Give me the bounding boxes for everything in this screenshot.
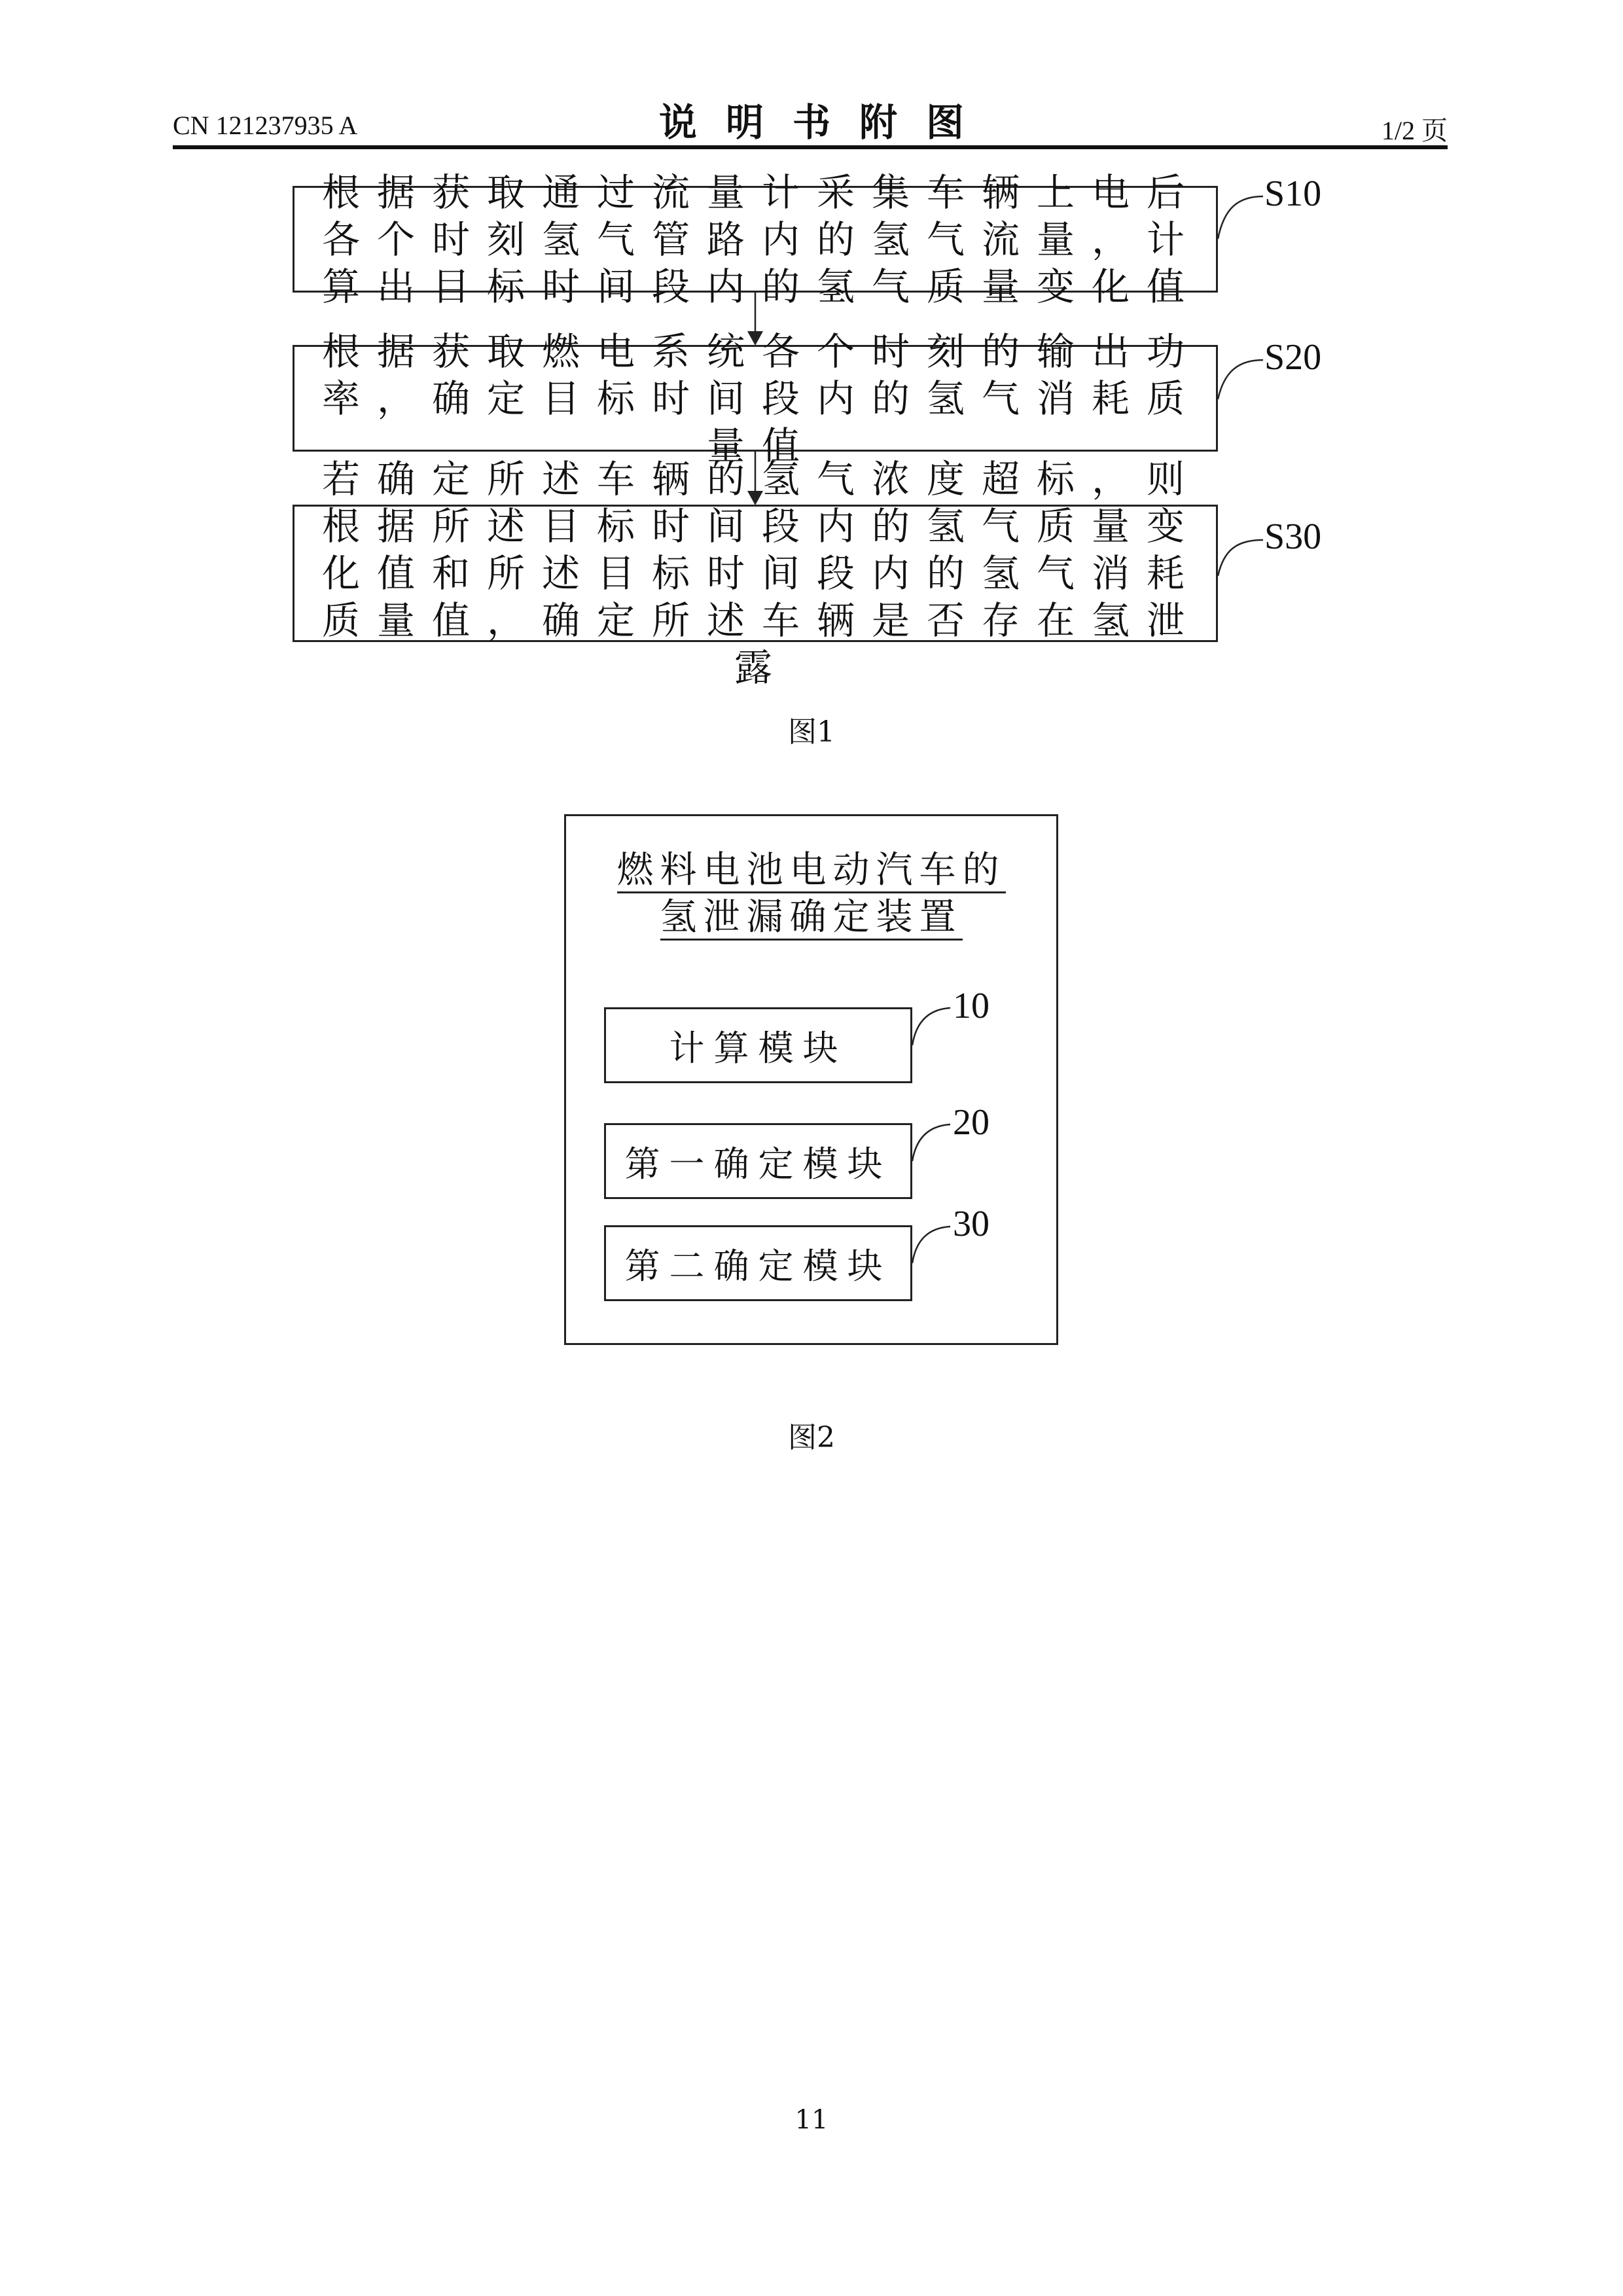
device-title-line: 燃料电池电动汽车的 [617,849,1006,893]
step-text: 根据获取燃电系统各个时刻的输出功率，确定目标时间段内的氢气消耗质量值 [308,328,1216,469]
module-box [604,1007,912,1083]
step-label: S10 [1264,173,1321,215]
leader-s10 [1218,196,1263,239]
module-label: 10 [953,985,990,1027]
module-text: 第二确定模块 [625,1238,892,1289]
step-text: 根据获取通过流量计采集车辆上电后各个时刻氢气管路内的氢气流量，计算出目标时间段内的氢气质量变化值 [308,169,1216,310]
leader-s20 [1218,360,1263,399]
figure-caption: 图2 [0,1414,1623,1456]
leader-s30 [1218,540,1263,576]
step-label: S30 [1264,516,1321,558]
step-text: 若确定所述车辆的氢气浓度超标，则根据所述目标时间段内的氢气质量变化值和所述目标时间段内的氢气消耗质量值，确定所述车辆是否存在氢泄露 [308,456,1216,691]
device-title [564,847,1058,894]
page-number: 11 [0,2105,1623,2135]
step-box-s20 [293,345,1218,452]
device-title-line: 氢泄漏确定装置 [660,896,963,941]
step-label: S20 [1264,336,1321,378]
module-text: 计算模块 [669,1020,847,1071]
module-label: 30 [953,1203,990,1245]
module-box [604,1225,912,1301]
figure-caption: 图1 [0,708,1623,750]
page-title: 说明书附图 [0,92,1623,147]
doc-number: CN 121237935 A [173,110,357,141]
module-box [604,1123,912,1199]
module-text: 第一确定模块 [625,1136,892,1187]
patent-drawing-page [0,0,1623,2296]
device-title [564,894,1058,941]
module-label: 20 [953,1102,990,1143]
page-indicator: 1/2 页 [1382,110,1448,147]
step-box-s10 [293,186,1218,293]
step-box-s30 [293,505,1218,642]
